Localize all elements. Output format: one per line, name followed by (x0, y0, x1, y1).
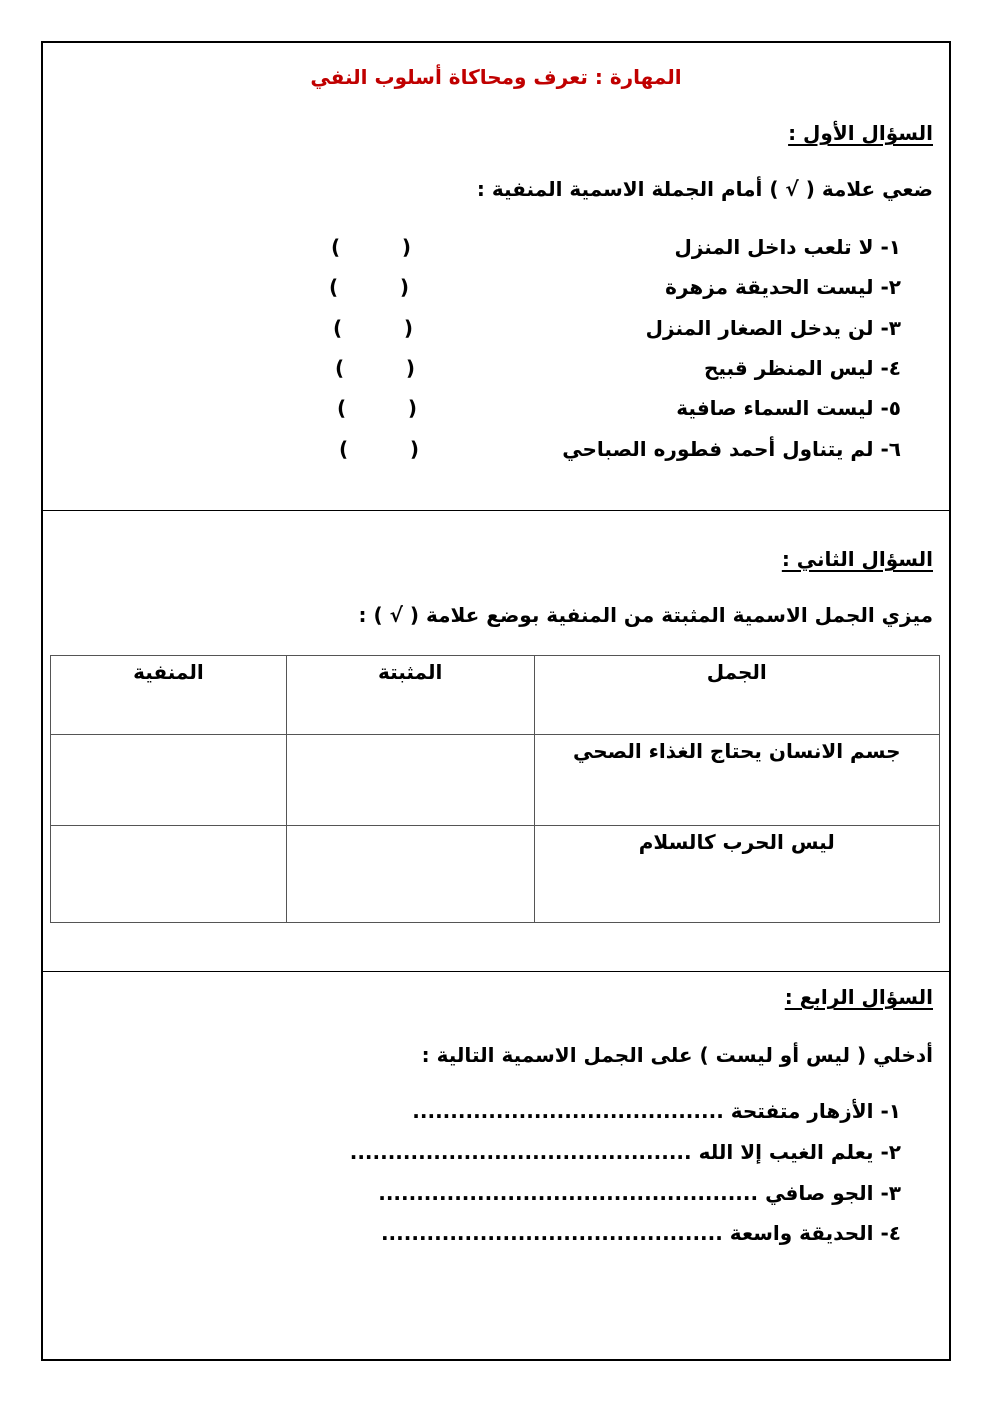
negative-answer-cell[interactable] (51, 735, 287, 826)
table-header-row (51, 656, 940, 735)
q4-item-3[interactable]: ٣- الجو صافي .................................................. (378, 1181, 901, 1205)
q4-item-2[interactable]: ٢- يعلم الغيب إلا الله ............................................. (349, 1140, 901, 1164)
q1-item-6: ٦- لم يتناول أحمد فطوره الصباحي (562, 437, 901, 461)
answer-box-6[interactable] (339, 437, 419, 461)
answer-box-4[interactable] (335, 356, 415, 380)
sentence-cell: ليس الحرب كالسلام (534, 826, 939, 923)
q4-item-1[interactable]: ١- الأزهار متفتحة ......................................... (412, 1099, 901, 1123)
q1-item-5: ٥- ليست السماء صافية (676, 396, 901, 420)
q1-heading: السؤال الأول : (788, 121, 933, 145)
paren-open: ( (337, 396, 347, 420)
q1-item-1: ١- لا تلعب داخل المنزل (674, 235, 901, 259)
paren-open: ( (335, 356, 345, 380)
classification-table (50, 655, 940, 923)
section-divider (43, 971, 949, 972)
sentence-cell: جسم الانسان يحتاج الغذاء الصحي (534, 735, 939, 826)
paren-close: ) (405, 356, 415, 380)
col-header-negative: المنفية (51, 656, 287, 735)
negative-answer-cell[interactable] (51, 826, 287, 923)
q1-item-3: ٣- لن يدخل الصغار المنزل (645, 316, 901, 340)
answer-box-3[interactable] (333, 316, 413, 340)
paren-open: ( (339, 437, 349, 461)
paren-close: ) (409, 437, 419, 461)
answer-box-5[interactable] (337, 396, 417, 420)
answer-box-2[interactable] (329, 275, 409, 299)
table-row (51, 735, 940, 826)
q4-heading: السؤال الرابع : (784, 985, 933, 1009)
paren-open: ( (329, 275, 339, 299)
paren-close: ) (403, 316, 413, 340)
page-title: المهارة : تعرف ومحاكاة أسلوب النفي (310, 65, 682, 89)
answer-box-1[interactable] (331, 235, 411, 259)
paren-close: ) (399, 275, 409, 299)
worksheet-frame (41, 41, 951, 1361)
paren-close: ) (407, 396, 417, 420)
paren-open: ( (331, 235, 341, 259)
q4-item-4[interactable]: ٤- الحديقة واسعة ............................................. (380, 1221, 901, 1245)
q4-instruction: أدخلي ( ليس أو ليست ) على الجمل الاسمية التالية : (421, 1043, 933, 1067)
q1-instruction: ضعي علامة ( √ ) أمام الجملة الاسمية المنفية : (476, 177, 933, 201)
q2-heading: السؤال الثاني : (781, 547, 933, 571)
col-header-sentences: الجمل (534, 656, 939, 735)
q2-instruction: ميزي الجمل الاسمية المثبتة من المنفية بوضع علامة ( √ ) : (358, 603, 933, 627)
section-divider (43, 510, 949, 511)
col-header-affirmative: المثبتة (286, 656, 534, 735)
paren-close: ) (401, 235, 411, 259)
paren-open: ( (333, 316, 343, 340)
table-row (51, 826, 940, 923)
q1-item-4: ٤- ليس المنظر قبيح (703, 356, 901, 380)
q1-item-2: ٢- ليست الحديقة مزهرة (665, 275, 901, 299)
affirmative-answer-cell[interactable] (286, 735, 534, 826)
affirmative-answer-cell[interactable] (286, 826, 534, 923)
